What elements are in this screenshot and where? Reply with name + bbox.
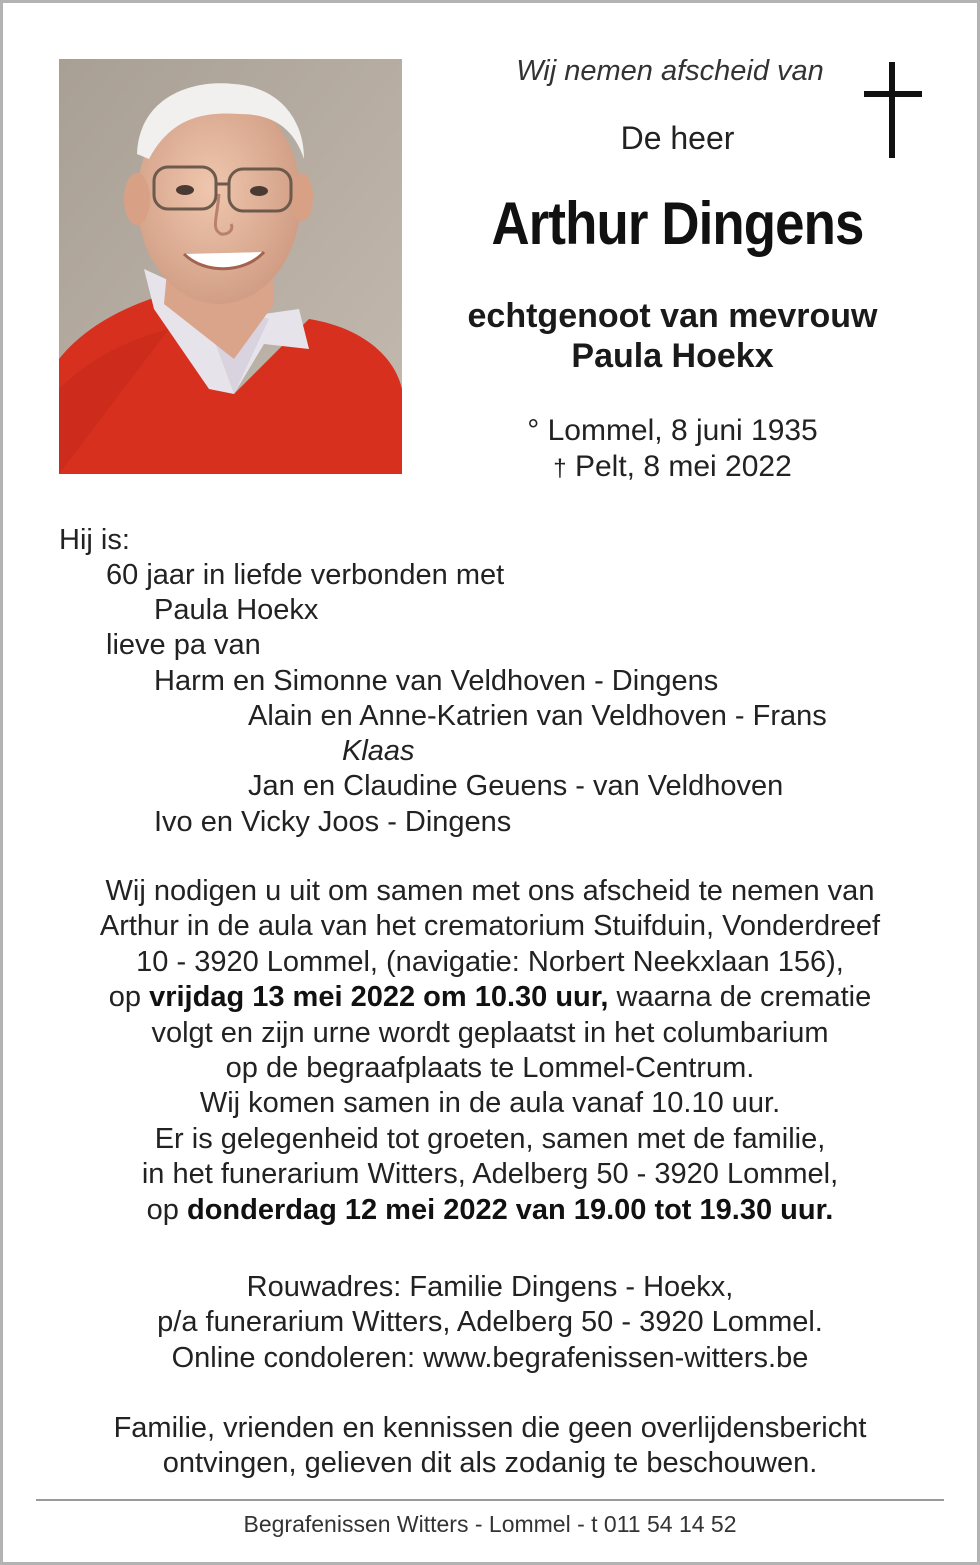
spouse-info — [420, 296, 925, 376]
closing-paragraph — [0, 1411, 980, 1482]
birth-info: ° Lommel, 8 juni 1935 — [527, 414, 818, 447]
closing-line: ontvingen, gelieven dit als zodanig te beschouwen. — [162, 1447, 818, 1480]
intro-text: Wij nemen afscheid van — [516, 55, 824, 87]
portrait-photo — [59, 59, 402, 474]
address-line: Rouwadres: Familie Dingens - Hoekx, — [246, 1271, 734, 1303]
closing-line: Familie, vrienden en kennissen die geen overlijdensbericht — [113, 1412, 867, 1444]
address-paragraph — [0, 1270, 980, 1376]
address-line: p/a funerarium Witters, Adelberg 50 - 3920 Lommel. — [157, 1306, 823, 1339]
list-item: Klaas — [342, 735, 415, 767]
list-item: Ivo en Vicky Joos - Dingens — [154, 806, 512, 838]
list-item: Alain en Anne-Katrien van Veldhoven - Frans — [248, 700, 827, 732]
ceremony-date: vrijdag 13 mei 2022 om 10.30 uur, — [149, 981, 609, 1014]
ceremony-line: Wij komen samen in de aula vanaf 10.10 uur. — [199, 1087, 781, 1120]
spouse-line-1: echtgenoot van mevrouw — [467, 297, 878, 335]
list-item: Paula Hoekx — [154, 594, 319, 626]
list-item: Harm en Simonne van Veldhoven - Dingens — [154, 665, 719, 697]
visitation-date: donderdag 12 mei 2022 van 19.00 tot 19.30 uur. — [186, 1193, 834, 1226]
list-item: lieve pa van — [106, 629, 261, 661]
ceremony-line: volgt en zijn urne wordt geplaatst in het columbarium — [151, 1016, 829, 1049]
list-item: 60 jaar in liefde verbonden met — [106, 559, 505, 591]
condolence-link[interactable]: Online condoleren: www.begrafenissen-witters.be — [171, 1341, 809, 1374]
family-intro: Hij is: — [59, 524, 130, 556]
list-item: Jan en Claudine Geuens - van Veldhoven — [248, 770, 784, 802]
spouse-line-2: Paula Hoekx — [571, 337, 774, 375]
death-info — [420, 449, 925, 487]
salutation: De heer — [620, 120, 735, 156]
portrait-illustration — [59, 59, 402, 474]
death-text: Pelt, 8 mei 2022 — [574, 450, 792, 483]
ceremony-line: in het funerarium Witters, Adelberg 50 - 3920 Lommel, — [141, 1158, 839, 1191]
deceased-name: Arthur Dingens — [491, 190, 864, 257]
ceremony-line: Wij nodigen u uit om samen met ons afscheid te nemen van — [105, 875, 875, 907]
dagger-icon: † — [553, 455, 567, 482]
footer-text: Begrafenissen Witters - Lommel - t 011 54 14 52 — [243, 1511, 737, 1537]
ceremony-line: op de begraafplaats te Lommel-Centrum. — [225, 1052, 755, 1085]
ceremony-line: op donderdag 12 mei 2022 van 19.00 tot 19.30 uur. — [146, 1193, 834, 1226]
ceremony-line: 10 - 3920 Lommel, (navigatie: Norbert Neekxlaan 156), — [136, 945, 844, 978]
ceremony-line: op vrijdag 13 mei 2022 om 10.30 uur, waarna de crematie — [108, 981, 872, 1014]
ceremony-paragraph — [0, 874, 980, 1228]
ceremony-line: Er is gelegenheid tot groeten, samen met de familie, — [154, 1122, 826, 1155]
ceremony-line: Arthur in de aula van het crematorium Stuifduin, Vonderdreef — [99, 910, 881, 943]
footer-divider — [36, 1499, 944, 1501]
